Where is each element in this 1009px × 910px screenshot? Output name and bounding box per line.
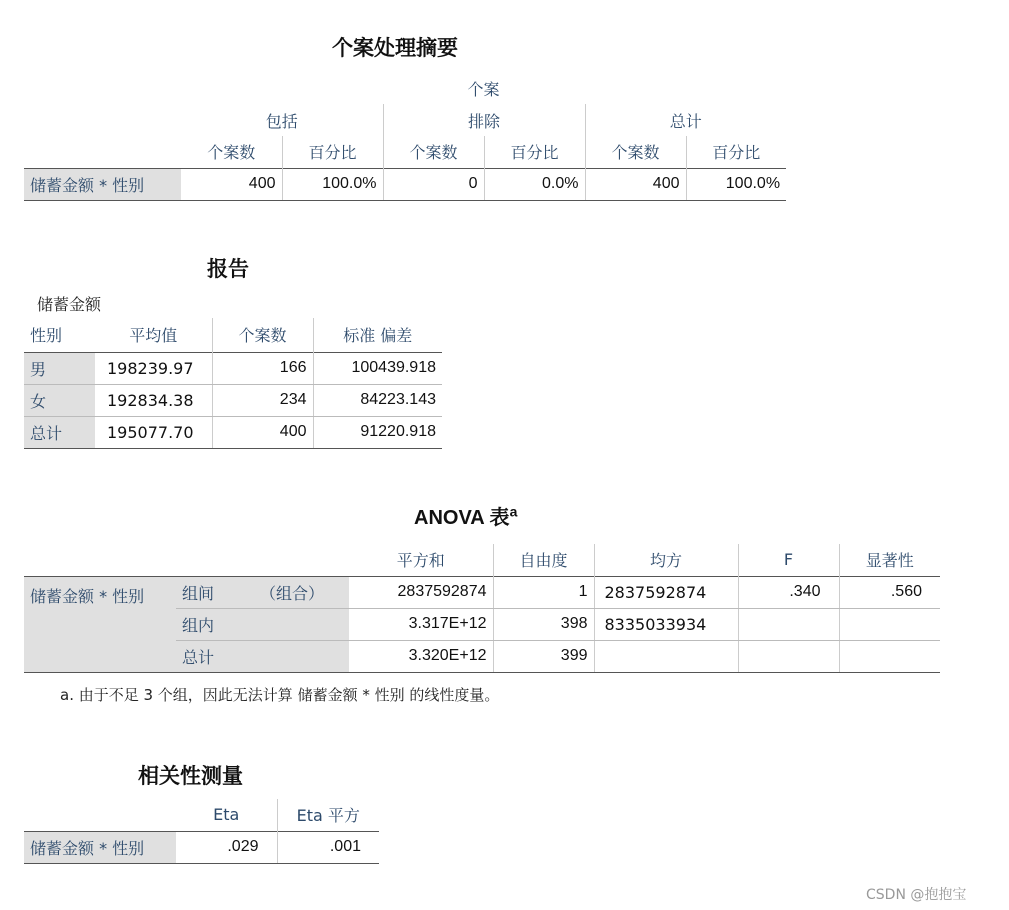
row-sublabel-2: （组合） — [254, 576, 349, 608]
col-header: 均方 — [594, 544, 738, 576]
cell: 8335033934 — [594, 608, 738, 640]
table-row — [24, 416, 442, 448]
cell: 3.320E+12 — [349, 640, 493, 672]
row-label: 储蓄金额 * 性别 — [24, 831, 176, 863]
anova-title — [414, 501, 517, 530]
report-title: 报告 — [207, 256, 249, 281]
col-group-excluded: 排除 — [383, 104, 585, 136]
case-summary-title: 个案处理摘要 — [332, 35, 458, 60]
cell: 400 — [181, 168, 282, 200]
group-header: 个案 — [467, 79, 500, 99]
cell: 234 — [212, 384, 313, 416]
col-header: 百分比 — [282, 136, 383, 168]
cell: 3.317E+12 — [349, 608, 493, 640]
table-row — [24, 831, 379, 863]
cell: 100439.918 — [313, 352, 442, 384]
col-group-total: 总计 — [585, 104, 786, 136]
cell: .560 — [839, 576, 940, 608]
col-header: 个案数 — [207, 143, 256, 163]
cell: 195077.70 — [95, 416, 212, 448]
col-header: Eta — [213, 805, 240, 825]
table-row — [24, 576, 940, 608]
cell: 100.0% — [686, 168, 786, 200]
row-label: 储蓄金额 * 性别 — [24, 576, 176, 672]
cell: 400 — [212, 416, 313, 448]
assoc-title: 相关性测量 — [138, 763, 243, 788]
cell: 399 — [493, 640, 594, 672]
anova-title-sup: a — [509, 503, 518, 520]
cell: 0 — [383, 168, 484, 200]
col-header: Eta 平方 — [277, 799, 379, 831]
row-label: 女 — [24, 384, 95, 416]
cell: 1 — [493, 576, 594, 608]
cell: 91220.918 — [313, 416, 442, 448]
cell — [738, 608, 839, 640]
cell: 192834.38 — [95, 384, 212, 416]
row-label: 总计 — [24, 416, 95, 448]
cell: 2837592874 — [594, 576, 738, 608]
assoc-table — [24, 799, 379, 864]
col-header: 自由度 — [493, 544, 594, 576]
cell — [839, 640, 940, 672]
col-header: 显著性 — [839, 544, 940, 576]
row-sublabel-2 — [254, 608, 349, 640]
anova-footnote: a. 由于不足 3 个组，因此无法计算 储蓄金额 * 性别 的线性度量。 — [60, 686, 500, 704]
table-row — [24, 168, 786, 200]
cell: 84223.143 — [313, 384, 442, 416]
case-summary-table — [24, 72, 786, 201]
col-header: 百分比 — [686, 136, 786, 168]
cell: .001 — [277, 831, 379, 863]
col-header: F — [738, 544, 839, 576]
col-header: 百分比 — [484, 136, 585, 168]
col-header: 性别 — [30, 326, 63, 346]
col-header: 个案数 — [383, 136, 484, 168]
row-sublabel-2 — [254, 640, 349, 672]
table-row — [24, 352, 442, 384]
cell: 166 — [212, 352, 313, 384]
row-label: 男 — [24, 352, 95, 384]
cell — [594, 640, 738, 672]
anova-table — [24, 544, 940, 673]
row-sublabel: 组间 — [176, 576, 254, 608]
cell: .340 — [738, 576, 839, 608]
col-header: 个案数 — [212, 318, 313, 352]
row-sublabel: 组内 — [176, 608, 254, 640]
col-header: 标准 偏差 — [313, 318, 442, 352]
cell: .029 — [176, 831, 277, 863]
table-row — [24, 384, 442, 416]
cell: 0.0% — [484, 168, 585, 200]
cell: 398 — [493, 608, 594, 640]
cell: 400 — [585, 168, 686, 200]
row-label: 储蓄金额 * 性别 — [24, 168, 181, 200]
col-header: 平方和 — [396, 551, 445, 571]
watermark: CSDN @抱抱宝 — [866, 887, 967, 903]
cell: 100.0% — [282, 168, 383, 200]
col-group-included: 包括 — [265, 111, 298, 131]
row-sublabel: 总计 — [176, 640, 254, 672]
cell — [839, 608, 940, 640]
cell: 2837592874 — [349, 576, 493, 608]
report-table — [24, 318, 442, 449]
cell — [738, 640, 839, 672]
anova-title-text: ANOVA 表 — [414, 507, 510, 529]
report-variable: 储蓄金额 — [37, 295, 102, 314]
col-header: 平均值 — [129, 326, 178, 346]
cell: 198239.97 — [95, 352, 212, 384]
col-header: 个案数 — [585, 136, 686, 168]
